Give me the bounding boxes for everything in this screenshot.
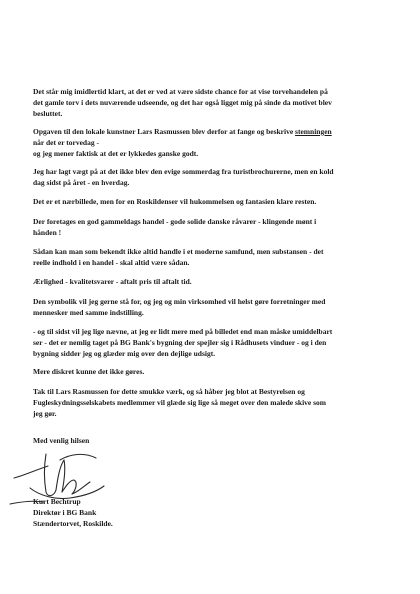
paragraph-discreet: [33, 366, 395, 377]
text-segment: Opgaven til den lokale kunstner Lars Rasmussen blev derfor at fange og beskrive: [33, 127, 296, 136]
text-line: når det er torvedag -: [33, 138, 99, 147]
text-line: Den symbolik vil jeg gerne stå for, og jeg og min virksomhed vil helst gøre forretninger med: [33, 297, 326, 306]
paragraph-symbolism: [33, 296, 395, 318]
text-line: Det står mig imidlertid klart, at det er ved at være sidste chance for at vise torvehandelen på: [33, 87, 328, 96]
sender-title: Direktør i BG Bank: [33, 508, 97, 517]
text-line: Sådan kan man som bekendt ikke altid handle i et moderne samfund, men substansen - det: [33, 247, 324, 256]
paragraph-closeup: [33, 196, 395, 207]
text-line: bygning sidder jeg og glæder mig over den dejlige udsigt.: [33, 349, 216, 358]
paragraph-thanks: [33, 386, 395, 419]
text-line: Tak til Lars Rasmussen for dette smukke værk, og så håber jeg blot at Bestyrelsen og: [33, 387, 305, 396]
text-line: ser - det er nemlig taget på BG Bank's bygning der spejler sig i Rådhusets vinduer - og i den: [33, 338, 327, 347]
text-line: [33, 126, 395, 137]
text-line: dag sidst på året - en hverdag.: [33, 178, 130, 187]
text-line: mennesker med samme indstilling.: [33, 308, 144, 317]
sender-block: [33, 496, 113, 529]
text-line: Mere diskret kunne det ikke gøres.: [33, 367, 145, 376]
text-line: Det er et nærbillede, men for en Roskildenser vil hukommelsen og fantasien klare resten.: [33, 197, 317, 206]
underlined-word: stemningen: [295, 127, 332, 136]
text-line: besluttet.: [33, 109, 63, 118]
text-line: hånden !: [33, 228, 62, 237]
text-line: Ærlighed - kvalitetsvarer - aftalt pris til aftalt tid.: [33, 277, 192, 286]
paragraph-task: [33, 126, 395, 159]
paragraph-substance: [33, 246, 395, 268]
text-line: Fugleskydningsselskabets medlemmer vil glæde sig lige så meget over den malede skive som: [33, 398, 327, 407]
paragraph-last-chance: [33, 86, 395, 119]
text-line: det gamle torv i dets nuværende udseende, og det har også ligget mig på sinde da motivet blev: [33, 98, 332, 107]
paragraph-bank-building: [33, 326, 395, 359]
paragraph-honesty: [33, 276, 395, 287]
sender-address: Stændertorvet, Roskilde.: [33, 519, 113, 528]
paragraph-trade: [33, 216, 395, 238]
text-line: Der foretages en god gammeldags handel - gode solide danske råvarer - klingende mønt i: [33, 217, 317, 226]
text-line: jeg gør.: [33, 409, 57, 418]
text-line: - og til sidst vil jeg lige nævne, at jeg er lidt mere med på billedet end man måske umiddelbart: [33, 327, 333, 336]
closing-greeting: Med venlig hilsen: [33, 436, 90, 445]
text-line: og jeg mener faktisk at det er lykkedes ganske godt.: [33, 149, 199, 158]
paragraph-weekday: [33, 166, 395, 188]
text-line: Jeg har lagt vægt på at det ikke blev den evige sommerdag fra turistbrochurerne, men en kold: [33, 167, 334, 176]
text-line: reelle indhold i en handel - skal altid være sådan.: [33, 258, 190, 267]
sender-name: Kurt Bechtrup: [33, 497, 81, 506]
